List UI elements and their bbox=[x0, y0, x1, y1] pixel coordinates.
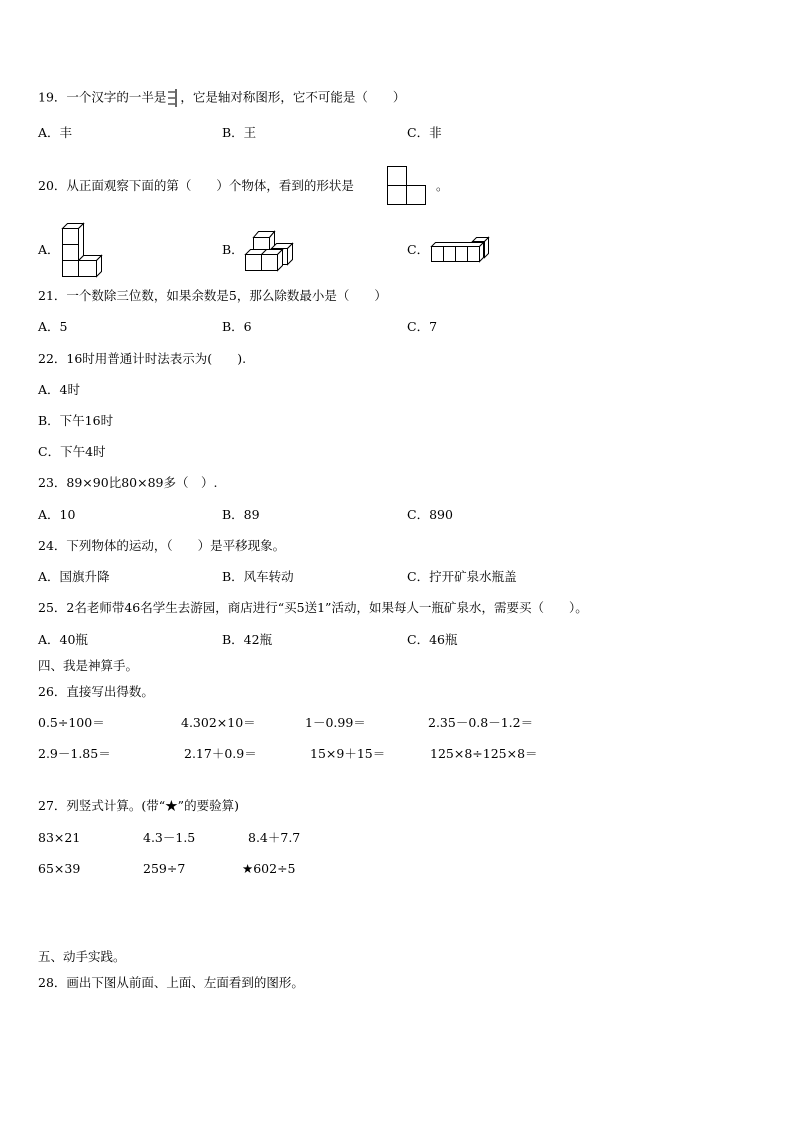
q23-stem: 23．89×90比80×89多（ ）. bbox=[38, 475, 218, 490]
cube-figure-c[interactable] bbox=[430, 235, 490, 263]
q27-item-4: 65×39 bbox=[38, 861, 81, 876]
q26-item-1: 0.5÷100＝ bbox=[38, 715, 105, 730]
q25-option-c[interactable]: C．46瓶 bbox=[407, 632, 458, 647]
q28-stem: 28．画出下图从前面、上面、左面看到的图形。 bbox=[38, 975, 304, 990]
q24-option-c[interactable]: C．拧开矿泉水瓶盖 bbox=[407, 569, 517, 584]
q22-option-c[interactable]: C．下午4时 bbox=[38, 444, 106, 459]
q21-stem: 21．一个数除三位数，如果余数是5，那么除数最小是（ ） bbox=[38, 288, 387, 303]
q20-option-b[interactable]: B． bbox=[222, 242, 244, 257]
q26-item-2: 4.302×10＝ bbox=[181, 715, 256, 730]
q26-item-6: 2.17＋0.9＝ bbox=[184, 746, 257, 761]
q27-item-1: 83×21 bbox=[38, 830, 81, 845]
q26-item-7: 15×9＋15＝ bbox=[310, 746, 386, 761]
q22-option-a[interactable]: A．4时 bbox=[38, 382, 80, 397]
q23-option-b[interactable]: B．89 bbox=[222, 507, 260, 522]
q27-item-2: 4.3－1.5 bbox=[143, 830, 196, 845]
q19-option-a[interactable]: A．丰 bbox=[38, 125, 73, 140]
q20-option-c[interactable]: C． bbox=[407, 242, 430, 257]
section-five-title: 五、动手实践。 bbox=[38, 949, 126, 964]
q22-stem: 22．16时用普通计时法表示为( ). bbox=[38, 351, 247, 366]
q19-option-b[interactable]: B．王 bbox=[222, 125, 257, 140]
q26-item-5: 2.9－1.85＝ bbox=[38, 746, 111, 761]
q21-option-b[interactable]: B．6 bbox=[222, 319, 252, 334]
q26-item-8: 125×8÷125×8＝ bbox=[430, 746, 538, 761]
q22-option-b[interactable]: B．下午16时 bbox=[38, 413, 114, 428]
q24-option-a[interactable]: A．国旗升降 bbox=[38, 569, 110, 584]
q27-item-5: 259÷7 bbox=[143, 861, 186, 876]
q26-stem: 26．直接写出得数。 bbox=[38, 684, 154, 699]
q19-option-c[interactable]: C．非 bbox=[407, 125, 442, 140]
q21-option-a[interactable]: A．5 bbox=[38, 319, 68, 334]
q26-item-3: 1－0.99＝ bbox=[305, 715, 366, 730]
q21-option-c[interactable]: C．7 bbox=[407, 319, 438, 334]
q25-option-b[interactable]: B．42瓶 bbox=[222, 632, 273, 647]
q23-option-a[interactable]: A．10 bbox=[38, 507, 76, 522]
q20-stem-after: 。 bbox=[436, 178, 449, 193]
q25-stem: 25．2名老师带46名学生去游园，商店进行“买5送1”活动，如果每人一瓶矿泉水，需要买（ ）。 bbox=[38, 600, 588, 615]
q19-stem: 19．一个汉字的一半是 ，它是轴对称图形，它不可能是（ ） bbox=[38, 89, 405, 107]
q20-stem-before: 20．从正面观察下面的第（ ）个物体，看到的形状是 bbox=[38, 178, 354, 193]
q23-option-c[interactable]: C．890 bbox=[407, 507, 453, 522]
q27-item-6: ★602÷5 bbox=[242, 861, 296, 876]
q27-stem: 27．列竖式计算。(带“★”的要验算) bbox=[38, 798, 239, 813]
q26-item-4: 2.35－0.8－1.2＝ bbox=[428, 715, 534, 730]
q20-option-a[interactable]: A． bbox=[38, 242, 60, 257]
q24-option-b[interactable]: B．风车转动 bbox=[222, 569, 294, 584]
q25-option-a[interactable]: A．40瓶 bbox=[38, 632, 88, 647]
cube-figure-a[interactable] bbox=[61, 221, 103, 277]
cube-figure-b[interactable] bbox=[244, 228, 294, 272]
front-view-shape bbox=[387, 166, 427, 206]
section-four-title: 四、我是神算手。 bbox=[38, 658, 139, 673]
q24-stem: 24．下列物体的运动，（ ）是平移现象。 bbox=[38, 538, 286, 553]
q27-item-3: 8.4＋7.7 bbox=[248, 830, 301, 845]
half-character-glyph bbox=[167, 89, 179, 107]
